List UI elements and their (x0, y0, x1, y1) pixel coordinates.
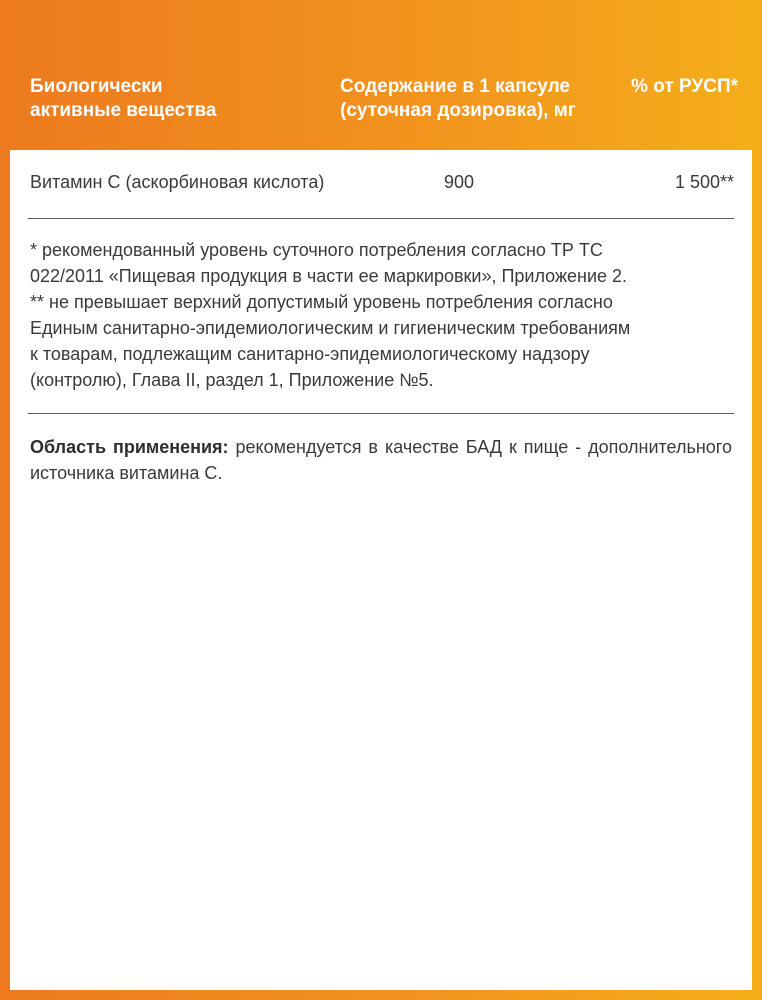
footnote-2-line1: ** не превышает верхний допустимый уровень потребления согласно (30, 292, 613, 312)
usage-label: Область применения: (30, 437, 229, 457)
header-substances (30, 75, 290, 123)
footnote-1-line1: * рекомендованный уровень суточного потребления согласно ТР ТС (30, 240, 603, 260)
header-substances-line2: активные вещества (30, 100, 217, 121)
header-content-line1: Содержание в 1 капсуле (340, 76, 570, 97)
table-row (28, 150, 734, 219)
substance-name: Витамин С (аскорбиновая кислота) (30, 172, 325, 192)
header-substances-line1: Биологически (30, 76, 163, 97)
footnote-2-line3: к товарам, подлежащим санитарно-эпидемиологическому надзору (30, 344, 590, 364)
footnote-2-line4: (контролю), Глава II, раздел 1, Приложение №5. (30, 370, 434, 390)
header-content-line2: (суточная дозировка), мг (340, 100, 576, 121)
footnote-2-line2: Единым санитарно-эпидемиологическим и гигиеническим требованиям (30, 318, 631, 338)
usage-text: рекомендуется в качестве БАД к пище - дополнительного источника витамина С. (30, 437, 732, 483)
footnotes (28, 219, 734, 414)
content-area (10, 150, 752, 990)
header-percent: % от РУСП* (631, 76, 738, 97)
substance-amount: 900 (444, 172, 475, 192)
header-content (340, 75, 610, 123)
footnote-1-line2: 022/2011 «Пищевая продукция в части ее маркировки», Приложение 2. (30, 266, 628, 286)
table-header (10, 0, 752, 150)
substance-percent: 1 500** (674, 172, 734, 192)
usage-section (28, 414, 734, 486)
